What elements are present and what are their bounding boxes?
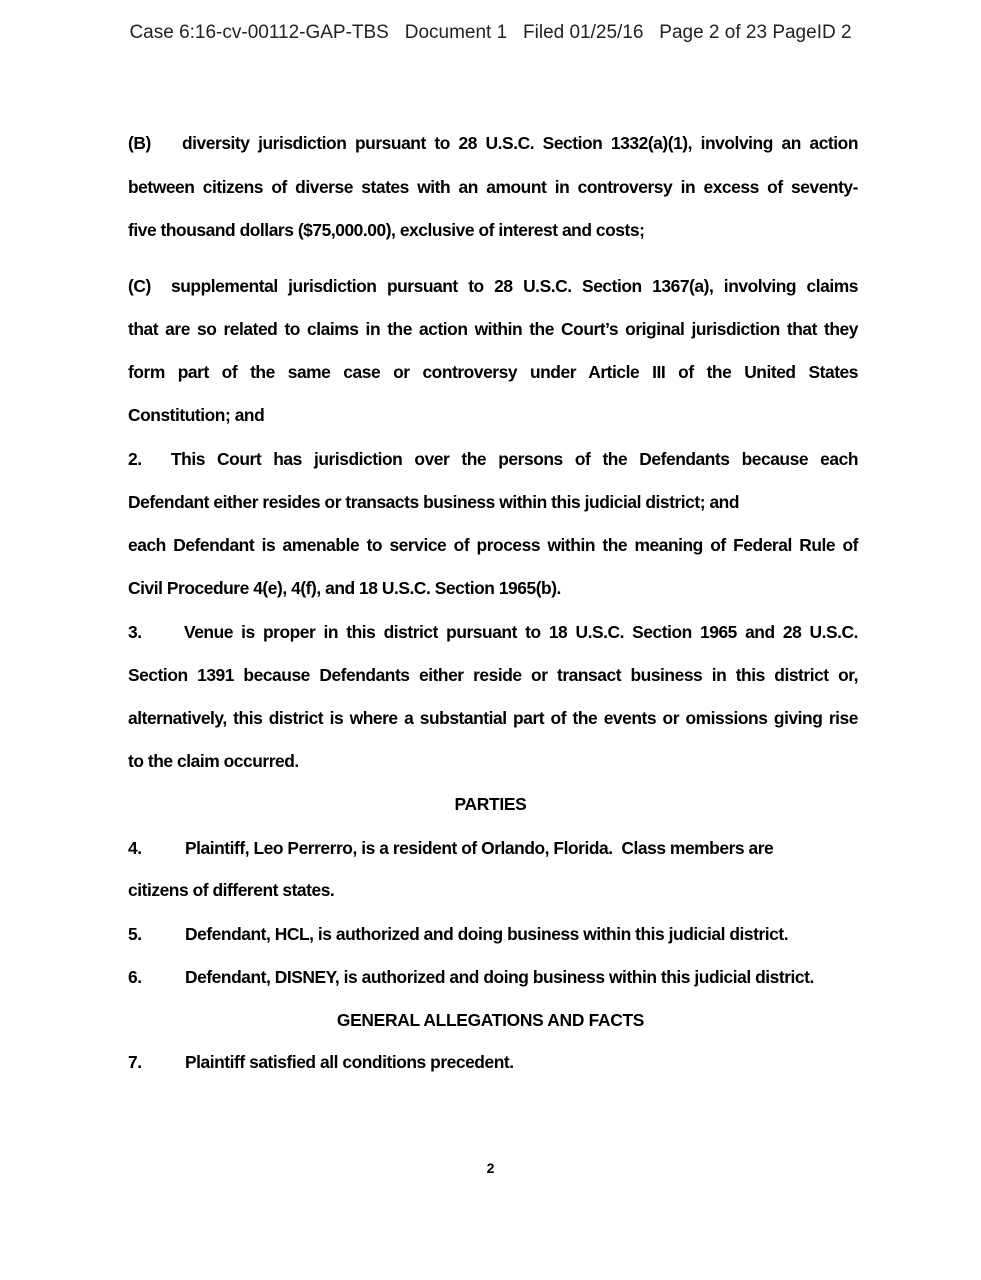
paragraph-c-line-2: that are so related to claims in the action within the Court’s original jurisdiction that they [128,319,858,339]
page-number: 2 [486,1160,495,1176]
paragraph-b-line-3: five thousand dollars ($75,000.00), exclusive of interest and costs; [128,220,645,240]
paragraph-b-line-1 [128,131,858,155]
paragraph-c-line-3: form part of the same case or controversy under Article III of the United States [128,362,858,382]
document-number: Document 1 [404,22,508,43]
paragraph-3-line-3: alternatively, this district is where a substantial part of the events or omissions giving rise [128,708,858,728]
paragraph-5-label: 5. [128,924,142,944]
paragraph-2-label: 2. [128,449,142,469]
paragraph-7-label: 7. [128,1052,142,1072]
paragraph-4-text-1: Plaintiff, Leo Perrerro, is a resident of Orlando, Florida. Class members are [185,838,774,858]
paragraph-7-text: Plaintiff satisfied all conditions precedent. [185,1052,514,1072]
paragraph-2-line-2: Defendant either resides or transacts business within this judicial district; and [128,492,740,512]
paragraph-6-label: 6. [128,967,142,987]
case-header [0,22,981,44]
parties-heading: PARTIES [454,794,527,814]
paragraph-4-line-2: citizens of different states. [128,880,335,900]
allegations-heading: GENERAL ALLEGATIONS AND FACTS [336,1010,645,1030]
paragraph-5-text: Defendant, HCL, is authorized and doing business within this judicial district. [185,924,789,944]
paragraph-3-label: 3. [128,622,142,642]
case-number: Case 6:16-cv-00112-GAP-TBS [129,22,389,43]
paragraph-b-label: (B) [128,133,151,153]
paragraph-c-line-4: Constitution; and [128,405,265,425]
paragraph-c-label: (C) [128,276,151,296]
paragraph-4-label: 4. [128,838,142,858]
paragraph-2-line-3: each Defendant is amenable to service of process within the meaning of Federal Rule of [128,535,858,555]
paragraph-3-text-1: Venue is proper in this district pursuant to 18 U.S.C. Section 1965 and 28 U.S.C. [184,622,858,642]
paragraph-7 [128,1050,858,1074]
paragraph-2-line-4: Civil Procedure 4(e), 4(f), and 18 U.S.C. Section 1965(b). [128,578,561,598]
paragraph-3-line-2: Section 1391 because Defendants either reside or transact business in this district or, [128,665,858,685]
paragraph-b-line-2: between citizens of diverse states with an amount in controversy in excess of seventy- [128,177,858,197]
paragraph-2-text-1: This Court has jurisdiction over the persons of the Defendants because each [171,449,858,469]
paragraph-b-text-1: diversity jurisdiction pursuant to 28 U.S.C. Section 1332(a)(1), involving an action [182,133,858,153]
filed-date: Filed 01/25/16 [523,22,644,43]
paragraph-4-line-1 [128,836,858,860]
page-id: Page 2 of 23 PageID 2 [659,22,852,43]
paragraph-6-text: Defendant, DISNEY, is authorized and doing business within this judicial district. [185,967,814,987]
paragraph-5 [128,922,858,946]
paragraph-6 [128,965,858,989]
paragraph-3-line-1 [128,620,858,644]
paragraph-2-line-1 [128,447,858,471]
paragraph-3-line-4: to the claim occurred. [128,751,299,771]
paragraph-c-text-1: supplemental jurisdiction pursuant to 28 U.S.C. Section 1367(a), involving claims [171,276,858,296]
paragraph-c-line-1 [128,274,858,298]
